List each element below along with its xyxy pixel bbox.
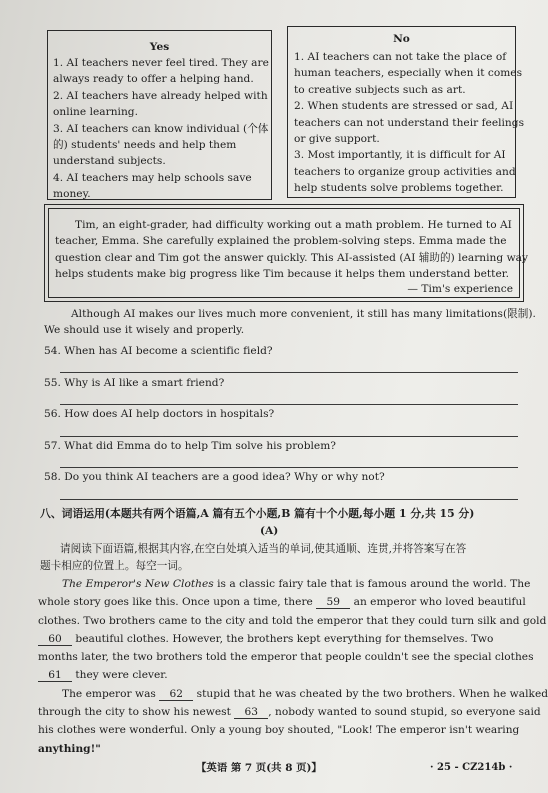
question-54: 54. When has AI become a scientific field? xyxy=(44,345,273,357)
no-line: 2. When students are stressed or sad, AI xyxy=(294,100,514,113)
yes-line: 的) students' needs and help them xyxy=(53,139,237,152)
instruction-line: 题卡相应的位置上。每空一词。 xyxy=(40,560,189,572)
story-line: helps students make big progress like Tim because it helps them understand better. xyxy=(55,268,510,281)
story-title: The Emperor's New Clothes xyxy=(62,578,214,590)
story-line: Tim, an eight-grader, had difficulty working out a math problem. He turned to AI xyxy=(75,219,512,231)
yes-line: understand subjects. xyxy=(53,155,166,168)
yes-line: 2. AI teachers have already helped with xyxy=(53,89,268,102)
question-57: 57. What did Emma do to help Tim solve his problem? xyxy=(44,440,336,452)
instruction-line: 请阅读下面语篇,根据其内容,在空白处填入适当的单词,使其通顺、连贯,并将答案写在答 xyxy=(60,543,467,555)
no-line: 3. Most importantly, it is difficult for AI xyxy=(294,149,506,162)
part-a-label: (A) xyxy=(260,525,279,537)
conclusion-line: We should use it wisely and properly. xyxy=(44,324,245,337)
yes-line: always ready to offer a helping hand. xyxy=(53,73,254,86)
blank-59[interactable]: 59 xyxy=(316,596,350,609)
story-line: question clear and Tim got the answer quickly. This AI-assisted (AI 辅助的) learning way xyxy=(55,251,528,264)
yes-line: 3. AI teachers can know individual (个体 xyxy=(53,122,269,135)
passage-text: an emperor who loved beautiful xyxy=(350,596,526,609)
passage xyxy=(38,575,548,758)
passage-line xyxy=(38,575,548,593)
page-footer: 【英语 第 7 页(共 8 页)】 xyxy=(196,762,322,774)
passage-text: they were clever. xyxy=(72,669,168,682)
blank-63[interactable]: 63 xyxy=(234,706,268,719)
no-line: or give support. xyxy=(294,133,380,146)
conclusion xyxy=(44,306,536,339)
passage-line: clothes. Two brothers came to the city and told the emperor that they could turn silk and gold xyxy=(38,614,547,627)
yes-line: 1. AI teachers never feel tired. They are xyxy=(53,57,269,69)
passage-line xyxy=(38,703,548,721)
no-line: to creative subjects such as art. xyxy=(294,83,466,96)
story-text xyxy=(55,217,528,283)
story-signature: — Tim's experience xyxy=(407,283,513,295)
yes-line: 4. AI teachers may help schools save xyxy=(53,171,252,184)
yes-list xyxy=(53,55,269,203)
no-line: teachers to organize group activities and xyxy=(294,165,516,178)
no-list xyxy=(294,49,524,197)
passage-line xyxy=(38,630,548,648)
passage-text: through the city to show his newest xyxy=(38,706,235,719)
answer-line-57[interactable] xyxy=(60,467,518,468)
passage-text: , nobody wanted to sound stupid, so everyone said xyxy=(268,706,541,719)
passage-line: months later, the two brothers told the emperor that people couldn't see the special clothes xyxy=(38,651,534,664)
passage-text: The emperor was xyxy=(62,687,160,700)
passage-text: whole story goes like this. Once upon a time, there xyxy=(38,596,317,609)
passage-line xyxy=(38,685,548,703)
story-line: teacher, Emma. She carefully explained the problem-solving steps. Emma made the xyxy=(55,235,507,248)
no-line: 1. AI teachers can not take the place of xyxy=(294,51,507,63)
no-line: teachers can not understand their feelings xyxy=(294,116,525,129)
section-8-heading: 八、词语运用(本题共有两个语篇,A 篇有五个小题,B 篇有十个小题,每小题 1 分,共 15 分) xyxy=(40,507,475,520)
answer-line-55[interactable] xyxy=(60,404,518,405)
yes-box xyxy=(47,30,272,200)
passage-text: stupid that he was cheated by the two brothers. When he walked xyxy=(193,687,548,700)
passage-text: is a classic fairy tale that is famous around the world. The xyxy=(213,578,531,590)
question-58: 58. Do you think AI teachers are a good idea? Why or why not? xyxy=(44,471,385,483)
question-55: 55. Why is AI like a smart friend? xyxy=(44,377,225,389)
blank-60[interactable]: 60 xyxy=(38,633,72,646)
no-title: No xyxy=(393,33,410,45)
passage-line: anything!" xyxy=(38,742,101,755)
passage-line xyxy=(38,666,548,684)
conclusion-line: Although AI makes our lives much more convenient, it still has many limitations(限制). xyxy=(71,308,536,320)
yes-title: Yes xyxy=(149,41,170,53)
question-56: 56. How does AI help doctors in hospitals? xyxy=(44,408,275,420)
yes-line: online learning. xyxy=(53,106,138,119)
answer-line-54[interactable] xyxy=(60,372,518,373)
paper-code: · 25 - CZ214b · xyxy=(430,762,513,773)
answer-line-58[interactable] xyxy=(60,499,518,500)
passage-line: his clothes were wonderful. Only a young boy shouted, "Look! The emperor isn't wearing xyxy=(38,724,520,737)
story-box xyxy=(44,204,528,302)
passage-text: beautiful clothes. However, the brothers kept everything for themselves. Two xyxy=(72,632,494,645)
no-box xyxy=(287,26,525,198)
blank-62[interactable]: 62 xyxy=(159,688,193,701)
answer-line-56[interactable] xyxy=(60,436,518,437)
no-line: human teachers, especially when it comes xyxy=(294,67,523,80)
yes-line: money. xyxy=(53,188,91,201)
passage-line xyxy=(38,593,548,611)
no-line: help students solve problems together. xyxy=(294,182,504,195)
blank-61[interactable]: 61 xyxy=(38,669,72,682)
